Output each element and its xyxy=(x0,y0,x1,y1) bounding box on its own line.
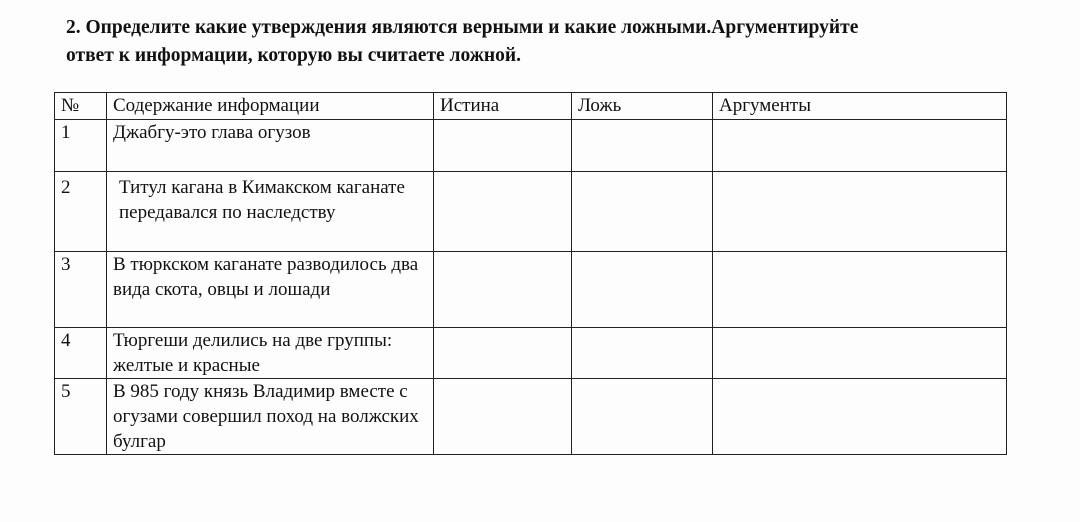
row-false-cell[interactable] xyxy=(572,252,713,328)
row-number: 1 xyxy=(55,120,107,172)
task-heading-line-1: 2. Определите какие утверждения являются верными и какие ложными.Аргументируйте xyxy=(66,17,859,38)
table-row xyxy=(55,328,1007,379)
task-heading xyxy=(66,14,1026,70)
row-false-cell[interactable] xyxy=(572,379,713,455)
row-content: Тюргеши делились на две группы: желтые и красные xyxy=(107,328,434,379)
row-content: Титул кагана в Кимакском каганате передавался по наследству xyxy=(107,172,434,252)
row-true-cell[interactable] xyxy=(434,172,572,252)
table-row xyxy=(55,379,1007,455)
table-row xyxy=(55,252,1007,328)
header-arguments: Аргументы xyxy=(713,93,1007,120)
table-header-row xyxy=(55,93,1007,120)
row-false-cell[interactable] xyxy=(572,172,713,252)
row-content: Джабгу-это глава огузов xyxy=(107,120,434,172)
header-true: Истина xyxy=(434,93,572,120)
row-arguments-cell[interactable] xyxy=(713,328,1007,379)
row-true-cell[interactable] xyxy=(434,252,572,328)
information-table xyxy=(54,92,1007,455)
row-number: 2 xyxy=(55,172,107,252)
row-arguments-cell[interactable] xyxy=(713,379,1007,455)
row-arguments-cell[interactable] xyxy=(713,120,1007,172)
row-true-cell[interactable] xyxy=(434,120,572,172)
header-number: № xyxy=(55,93,107,120)
header-false: Ложь xyxy=(572,93,713,120)
row-true-cell[interactable] xyxy=(434,379,572,455)
task-heading-line-2: ответ к информации, которую вы считаете ложной. xyxy=(66,45,521,66)
row-number: 5 xyxy=(55,379,107,455)
row-false-cell[interactable] xyxy=(572,120,713,172)
row-false-cell[interactable] xyxy=(572,328,713,379)
row-number: 3 xyxy=(55,252,107,328)
header-content: Содержание информации xyxy=(107,93,434,120)
table-row xyxy=(55,172,1007,252)
row-content: В 985 году князь Владимир вместе с огузами совершил поход на волжских булгар xyxy=(107,379,434,455)
row-content: В тюркском каганате разводилось два вида скота, овцы и лошади xyxy=(107,252,434,328)
table-row xyxy=(55,120,1007,172)
row-true-cell[interactable] xyxy=(434,328,572,379)
row-arguments-cell[interactable] xyxy=(713,252,1007,328)
row-arguments-cell[interactable] xyxy=(713,172,1007,252)
row-number: 4 xyxy=(55,328,107,379)
